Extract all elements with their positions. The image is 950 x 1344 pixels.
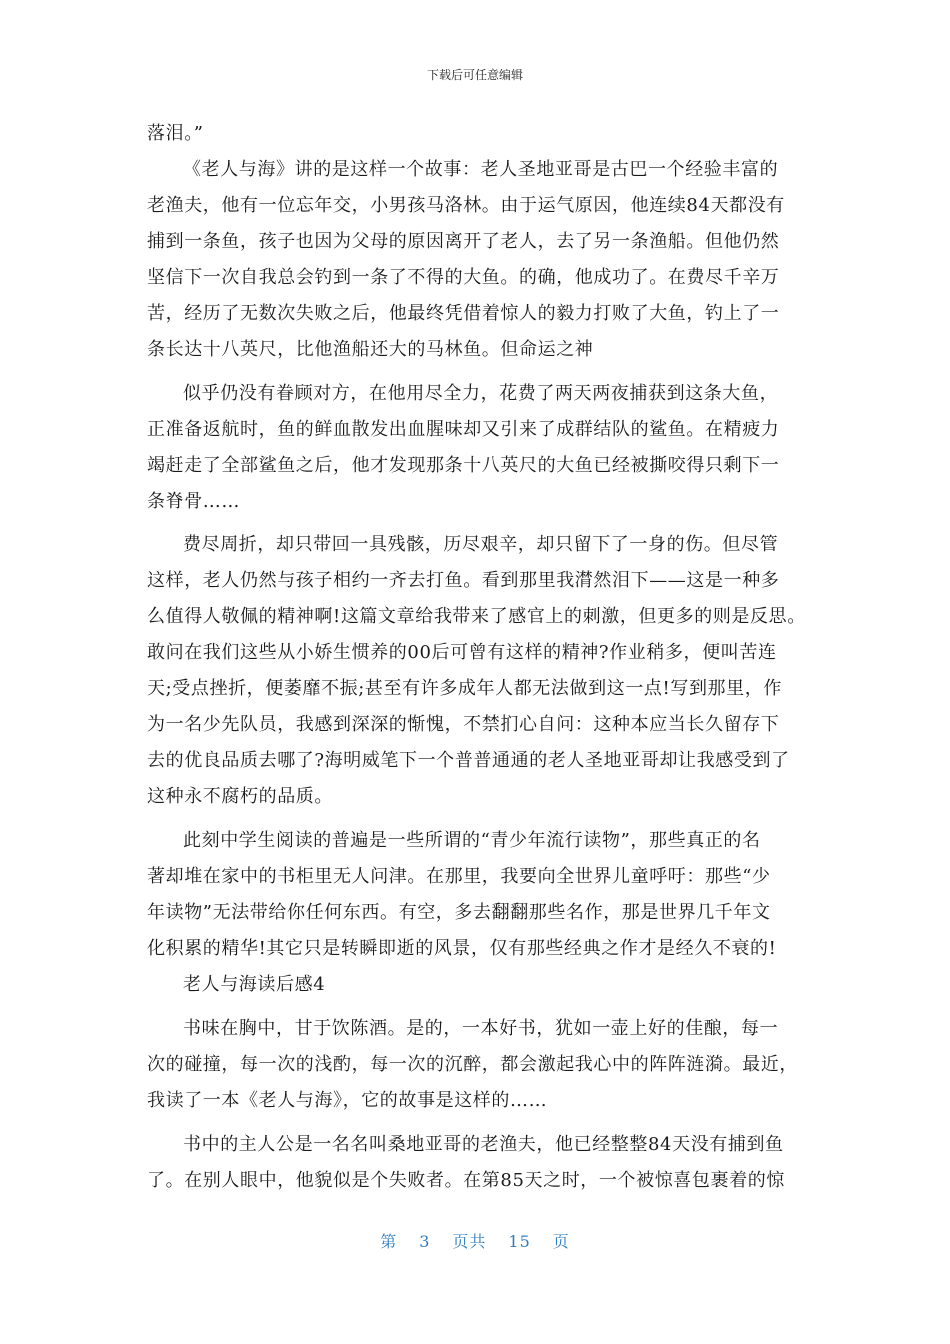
page-footer: [0, 1229, 950, 1252]
text-line: 这种永不腐朽的品质。: [147, 786, 333, 807]
text-line: 次的碰撞，每一次的浅酌，每一次的沉醉，都会激起我心中的阵阵涟漪。最近，: [147, 1054, 798, 1075]
text-line: 苦，经历了无数次失败之后，他最终凭借着惊人的毅力打败了大鱼，钓上了一: [147, 303, 780, 324]
footer-label-di: 第: [380, 1232, 398, 1251]
text-line: 老渔夫，他有一位忘年交，小男孩马洛林。由于运气原因，他连续84天都没有: [147, 195, 785, 216]
page-header: 下载后可任意编辑: [426, 68, 523, 82]
footer-page-number: 3: [419, 1232, 431, 1251]
text-line: 我读了一本《老人与海》，它的故事是这样的……: [147, 1090, 548, 1111]
text-line: 著却堆在家中的书柜里无人问津。在那里，我要向全世界儿童呼吁：那些“少: [147, 866, 771, 887]
text-line: 此刻中学生阅读的普遍是一些所谓的“青少年流行读物”，那些真正的名: [183, 830, 761, 851]
text-line: 费尽周折，却只带回一具残骸，历尽艰辛，却只留下了一身的伤。但尽管: [183, 534, 779, 555]
text-line: 化积累的精华!其它只是转瞬即逝的风景，仅有那些经典之作才是经久不衰的!: [147, 938, 777, 959]
text-line: 天;受点挫折，便萎靡不振;甚至有许多成年人都无法做到这一点!写到那里，作: [147, 678, 782, 699]
text-line: 去的优良品质去哪了?海明威笔下一个普普通通的老人圣地亚哥却让我感受到了: [147, 750, 790, 771]
text-line: 似乎仍没有眷顾对方，在他用尽全力，花费了两天两夜捕获到这条大鱼，: [183, 383, 779, 404]
text-line: 坚信下一次自我总会钓到一条了不得的大鱼。的确，他成功了。在费尽千辛万: [147, 267, 780, 288]
text-line: 捕到一条鱼，孩子也因为父母的原因离开了老人，去了另一条渔船。但他仍然: [147, 231, 780, 252]
footer-label-ye-gong: 页共: [452, 1232, 487, 1251]
text-line: 为一名少先队员，我感到深深的惭愧，不禁扪心自问：这种本应当长久留存下: [147, 714, 780, 735]
text-line: 《老人与海》讲的是这样一个故事：老人圣地亚哥是古巴一个经验丰富的: [183, 159, 779, 180]
text-line: 落泪。”: [147, 123, 204, 144]
text-line: 年读物”无法带给你任何东西。有空，多去翻翻那些名作，那是世界几千年文: [147, 902, 771, 923]
text-line: 书味在胸中，甘于饮陈酒。是的，一本好书，犹如一壶上好的佳酿，每一: [183, 1018, 779, 1039]
section-heading: 老人与海读后感4: [183, 974, 326, 995]
text-line: 这样，老人仍然与孩子相约一齐去打鱼。看到那里我潸然泪下——这是一种多: [147, 570, 780, 591]
text-line: 敢问在我们这些从小娇生惯养的00后可曾有这样的精神?作业稍多，便叫苦连: [147, 642, 777, 663]
text-line: 正准备返航时，鱼的鲜血散发出血腥味却又引来了成群结队的鲨鱼。在精疲力: [147, 419, 780, 440]
footer-label-ye: 页: [552, 1232, 570, 1251]
text-line: 了。在别人眼中，他貌似是个失败者。在第85天之时，一个被惊喜包裹着的惊: [147, 1170, 785, 1191]
text-line: 条长达十八英尺，比他渔船还大的马林鱼。但命运之神: [147, 339, 594, 360]
text-line: 么值得人敬佩的精神啊!这篇文章给我带来了感官上的刺激，但更多的则是反思。: [147, 606, 806, 627]
footer-total-pages: 15: [508, 1232, 531, 1251]
text-line: 条脊骨……: [147, 491, 240, 512]
text-line: 竭赶走了全部鲨鱼之后，他才发现那条十八英尺的大鱼已经被撕咬得只剩下一: [147, 455, 780, 476]
text-line: 书中的主人公是一名名叫桑地亚哥的老渔夫，他已经整整84天没有捕到鱼: [183, 1134, 784, 1155]
